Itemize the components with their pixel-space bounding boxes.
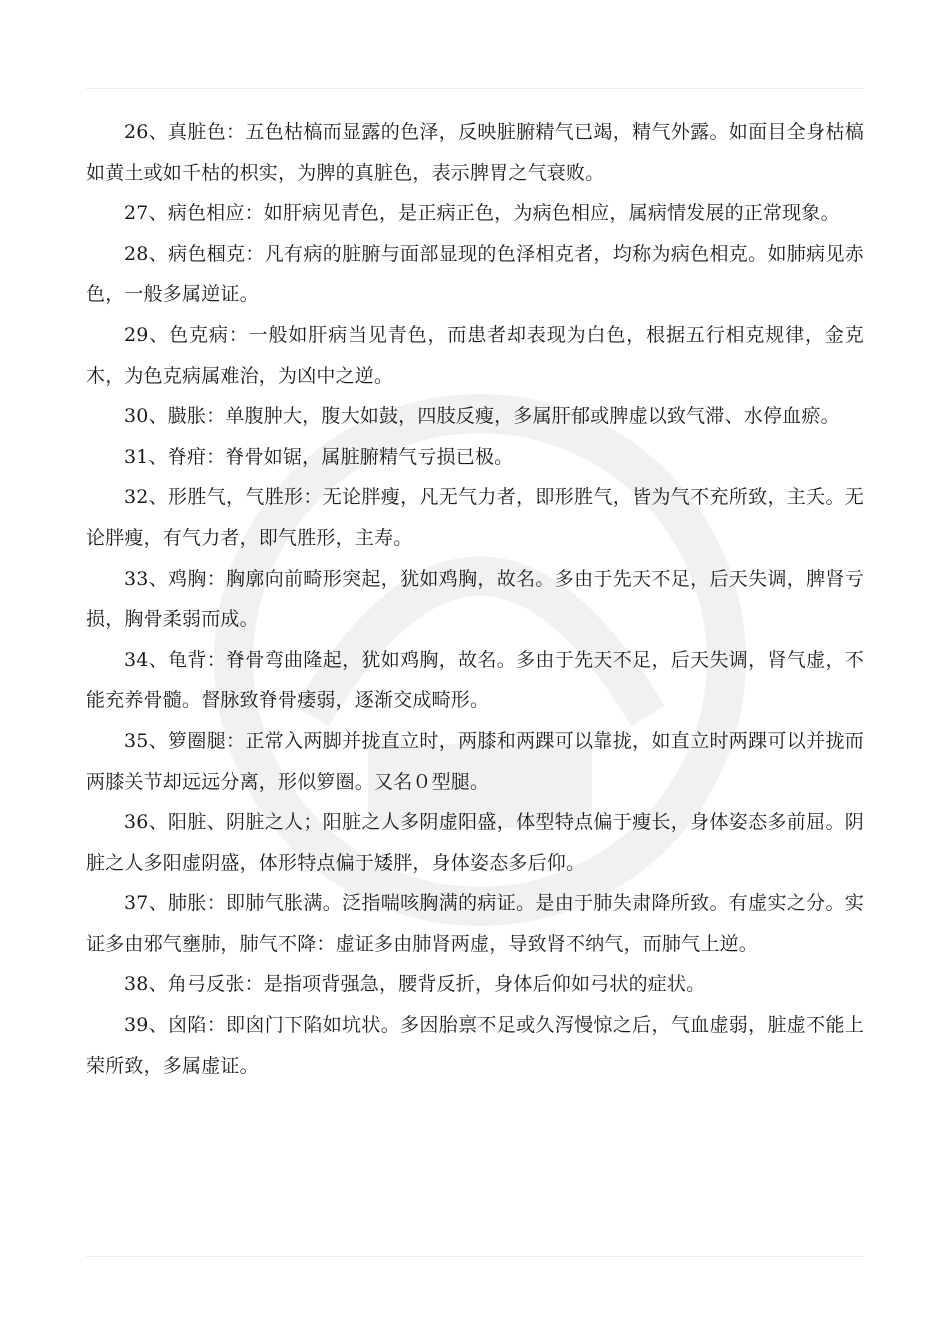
term-entry-32: 32、形胜气，气胜形：无论胖瘦，凡无气力者，即形胜气，皆为气不充所致，主夭。无论胖瘦，有气力者，即气胜形，主寿。 — [86, 486, 864, 549]
term-entry-27: 27、病色相应：如肝病见青色，是正病正色，为病色相应，属病情发展的正常现象。 — [124, 202, 840, 225]
term-entry-37: 37、肺胀：即肺气胀满。泛指喘咳胸满的病证。是由于肺失肃降所致。有虚实之分。实证多由邪气壅肺，肺气不降：虚证多由肺肾两虚，导致肾不纳气，而肺气上逆。 — [86, 892, 864, 955]
term-entry-35: 35、箩圈腿：正常入两脚并拢直立时，两膝和两踝可以靠拢，如直立时两踝可以并拢而两膝关节却远远分离，形似箩圈。又名０型腿。 — [86, 729, 864, 793]
term-entry-33: 33、鸡胸：胸廓向前畸形突起，犹如鸡胸，故名。多由于先天不足，后天失调，脾肾亏损，胸骨柔弱而成。 — [86, 567, 864, 631]
document-body — [86, 112, 864, 1086]
term-entry-30: 30、臌胀：单腹肿大，腹大如鼓，四肢反瘦，多属肝郁或脾虚以致气滞、水停血瘀。 — [124, 405, 840, 428]
term-entry-38: 38、角弓反张：是指项背强急，腰背反折，身体后仰如弓状的症状。 — [124, 973, 706, 996]
footer-rule — [86, 1256, 864, 1257]
term-entry-39: 39、囟陷：即囟门下陷如坑状。多因胎禀不足或久泻慢惊之后，气血虚弱，脏虚不能上荣所致，多属虚证。 — [86, 1014, 864, 1077]
term-entry-36: 36、阳脏、阴脏之人；阳脏之人多阴虚阳盛，体型特点偏于瘦长，身体姿态多前屈。阴脏之人多阳虚阴盛，体形特点偏于矮胖，身体姿态多后仰。 — [86, 811, 864, 874]
term-entry-26: 26、真脏色：五色枯槁而显露的色泽，反映脏腑精气已竭，精气外露。如面目全身枯槁如黄土或如千枯的枳实，为脾的真脏色，表示脾胃之气衰败。 — [86, 121, 864, 184]
header-rule — [86, 88, 864, 89]
term-entry-34: 34、龟背：脊骨弯曲隆起，犹如鸡胸，故名。多由于先天不足，后天失调，肾气虚，不能充养骨髓。督脉致脊骨痿弱，逐渐交成畸形。 — [86, 648, 864, 712]
term-entry-31: 31、脊疳：脊骨如锯，属脏腑精气亏损已极。 — [124, 445, 514, 468]
term-entry-28: 28、病色椢克：凡有病的脏腑与面部显现的色泽相克者，均称为病色相克。如肺病见赤色，一般多属逆证。 — [86, 242, 864, 306]
term-entry-29: 29、色克病：一般如肝病当见青色，而患者却表现为白色，根据五行相克规律，金克木，为色克病属难治，为凶中之逆。 — [86, 323, 864, 387]
